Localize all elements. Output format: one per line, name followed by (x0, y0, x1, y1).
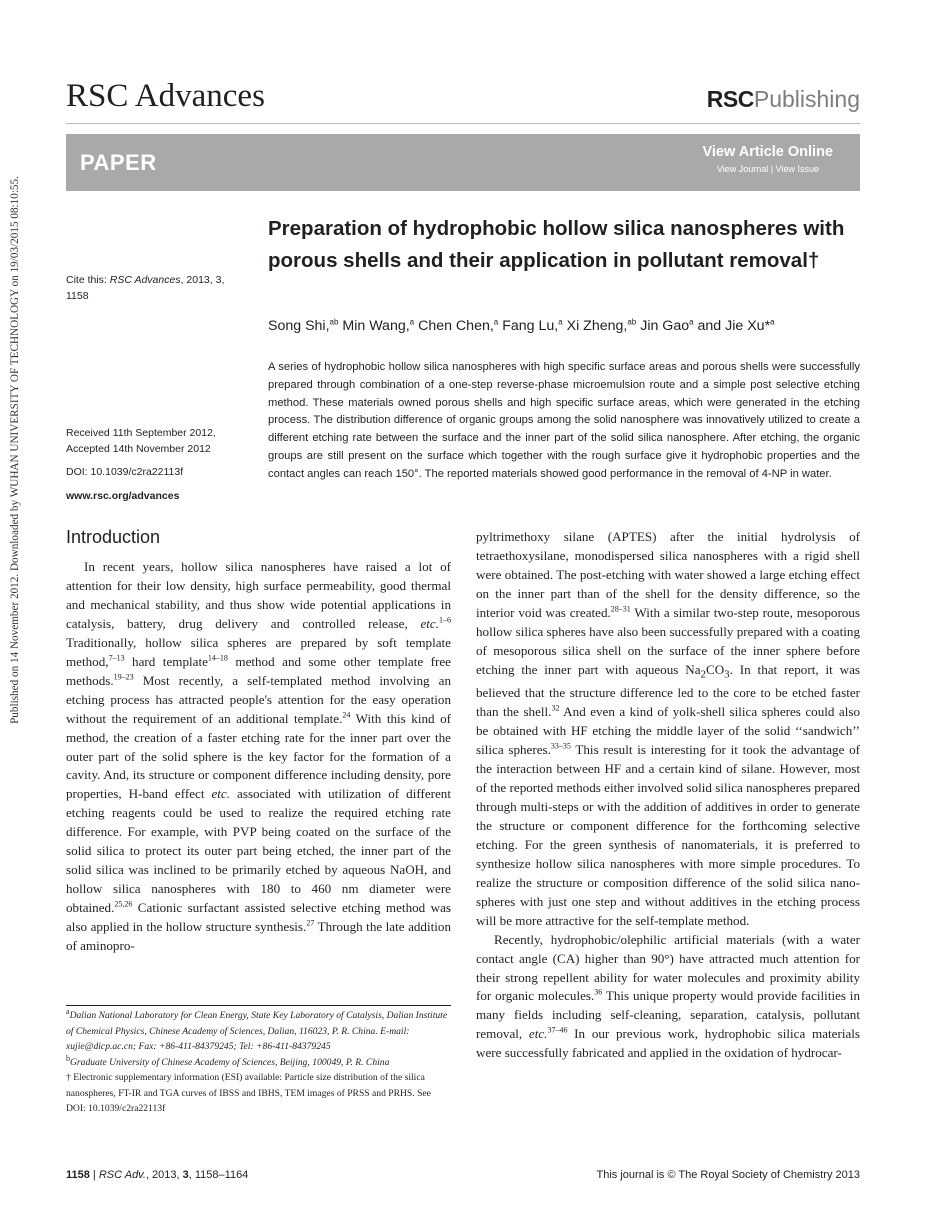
footnotes (66, 1008, 451, 1117)
citation-page: 1158 (66, 290, 89, 302)
website-block (66, 488, 241, 504)
section-heading-introduction: Introduction (66, 527, 161, 547)
author-list (268, 318, 775, 334)
publisher-logo-rsc: RSC (706, 86, 754, 112)
page-number: 1158 (66, 1169, 90, 1181)
paragraph: pyltrimethoxy silane (APTES) after the initial hydrolysis of tetraethoxysilane, monodispersed silica nanospheres with a rigid shell were obtained. The post-etching with water showed a large etching effect on the inner part than of the shell for the density difference, so the interior void was created.$^{28-31}$ With a similar two-step route, mesoporous hollow silica spheres have also been successfully prepared with a coating of mesoporous silica shell on the surface of the inner sphere before etching the inner part with aqueous $Na_2CO_3$. In that report, it was believed that the structure difference led to the core to be etched faster than the shell.$^{32}$ And even a kind of yolk-shell silica spheres could also be obtained with HF etching the middle layer of the solid ‘‘sandwich’’ silica spheres.$^{33-35}$ This result is interesting for it took the advantage of the interaction between HF and a certain kind of silane. However, most of the reported methods either involved solid silica nanospheres prepared through multi-steps or with the addition of additives in order to generate the structure or component difference for the forthcoming selective etching. For the green synthesis of nanomaterials, it is preferred to synthesize hollow silica nanospheres with more simple procedures. To realize the structure or composition difference of the solid silica nano-spheres with just one step and without additives in the etching process will be more attractive for the self-template method. (476, 529, 861, 928)
accepted-date: Accepted 14th November 2012 (66, 443, 211, 455)
view-links-separator: | (768, 164, 776, 174)
citation-block (66, 272, 241, 304)
paragraph: Recently, hydrophobic/olephilic artificial materials (with a water contact angle (CA) higher than 90°) have attracted much attention for their strong repellent ability for water molecules and proximity ability for organic molecules.$^{36}$ This unique property would provide facilities in many fields including self-cleaning, separation, catalysis, pollutant removal, etc.$^{37-46}$ In our previous work, hydrophobic silica materials were successfully fabricated and applied in the oxidation of hydrocar- (476, 931, 860, 1061)
doi-block (66, 464, 241, 480)
publisher-logo (707, 86, 860, 113)
citation-journal: RSC Advances (109, 274, 181, 286)
author: Song Shi,$^{ab}$ (268, 317, 339, 334)
view-article-online-link[interactable]: View Article Online (702, 144, 833, 160)
download-stamp (3, 150, 27, 750)
footnote-rule (66, 1005, 451, 1006)
author: Jin Gao$^a$ (640, 317, 694, 334)
page-footer-citation: 1158 | RSC Adv., 2013, 3, 1158–1164 (66, 1169, 249, 1181)
citation-rest: , 2013, 3, (180, 274, 225, 286)
journal-title: RSC Advances (66, 78, 265, 114)
author: Chen Chen,$^a$ (418, 317, 499, 334)
abstract: A series of hydrophobic hollow silica nanospheres with high specific surface areas and porous shells were successfully prepared through combination of a one-step reverse-phase microemulsion route and a simple post selective etching method. These materials owned porous shells and high specific surface areas, which were generated in the etching process. The distribution difference of organic groups among the solid nanosphere was innovatively utilized to create a different etching rate between the surface and the inner part of the solid silica nanosphere. After etching, the organic groups are still present on the surface which together with the rough surface give it hydrophobic properties and the contact angles can reach 150°. The reported materials showed good performance in the removal of 4-NP in water. (268, 361, 860, 480)
body-column-left (66, 558, 451, 956)
journal-website-link[interactable]: www.rsc.org/advances (66, 490, 180, 502)
body-column-right (476, 528, 860, 1063)
view-journal-link[interactable]: View Journal (716, 164, 769, 174)
publisher-logo-publishing: Publishing (753, 86, 860, 112)
citation-prefix: Cite this: (66, 274, 110, 286)
received-date: Received 11th September 2012, (66, 427, 216, 439)
download-stamp-text: Published on 14 November 2012. Downloaded by WUHAN UNIVERSITY OF TECHNOLOGY on 19/03/2015 08:10:55. (9, 176, 21, 724)
doi: DOI: 10.1039/c2ra22113f (66, 466, 184, 478)
article-type-label: PAPER (80, 150, 157, 175)
citation-line (66, 272, 241, 288)
view-links (717, 164, 819, 174)
paper-banner (66, 134, 860, 191)
footnote-affiliation-a: $^a$Dalian National Laboratory for Clean Energy, State Key Laboratory of Catalysis, Dalian Institute of Chemical Physics, Chinese Academy of Sciences, Dalian, 116023, P. R. China. E-mail: xujie@dicp.ac.cn; Fax: +86-411-84379245; Tel: +86-411-84379245 (66, 1006, 448, 1052)
author: Min Wang,$^a$ (342, 317, 415, 334)
article-title: Preparation of hydrophobic hollow silica nanospheres with porous shells and their application in pollutant removal† (268, 217, 845, 272)
page-footer-copyright: This journal is © The Royal Society of Chemistry 2013 (596, 1169, 860, 1181)
view-issue-link[interactable]: View Issue (775, 164, 819, 174)
dates-block (66, 425, 241, 457)
footnote-esi: † Electronic supplementary information (ESI) available: Particle size distribution of the silica nanospheres, FT-IR and TGA curves of IBSS and IBHS, TEM images of PRSS and PRHS. See DOI: 10.1039/c2ra22113f (66, 1072, 431, 1114)
paragraph: In recent years, hollow silica nanospheres have raised a lot of attention for their low density, high surface permeability, good thermal and mechanical stability, and thus show wide potential applications in catalysis, battery, drug delivery and controlled release, etc.$^{1-6}$ Traditionally, hollow silica spheres are prepared by soft template method,$^{7-13}$ hard template$^{14-18}$ method and some other template free methods.$^{19-23}$ Most recently, a self-templated method involving an etching process has attracted people's attention for the easy operation without the requirement of an additional template.$^{24}$ With this kind of method, the creation of a faster etching rate for the inner part over the outer part of the solid sphere is the key factor for the formation of a cavity. And, its structure or component difference including density, pore properties, H-band effect etc. associated with utilization of different etching reagents could be used to realize the required etching rate difference. For example, with PVP being coated on the surface of the solid silica to protect its outer part being etched, the inner part of the solid silica was inclined to be primarily etched by aqueous NaOH, and hollow silica nanospheres with 180 to 460 nm diameter were obtained.$^{25,26}$ Cationic surfactant assisted selective etching method was also applied in the hollow structure synthesis.$^{27}$ Through the late addition of aminopro- (66, 559, 452, 954)
author: and Jie Xu*$^a$ (697, 317, 775, 334)
author: Fang Lu,$^a$ (502, 317, 563, 334)
footnote-affiliation-b: $^b$Graduate University of Chinese Academy of Sciences, Beijing, 100049, P. R. China (66, 1053, 390, 1068)
author: Xi Zheng,$^{ab}$ (566, 317, 637, 334)
header-rule (66, 123, 860, 124)
